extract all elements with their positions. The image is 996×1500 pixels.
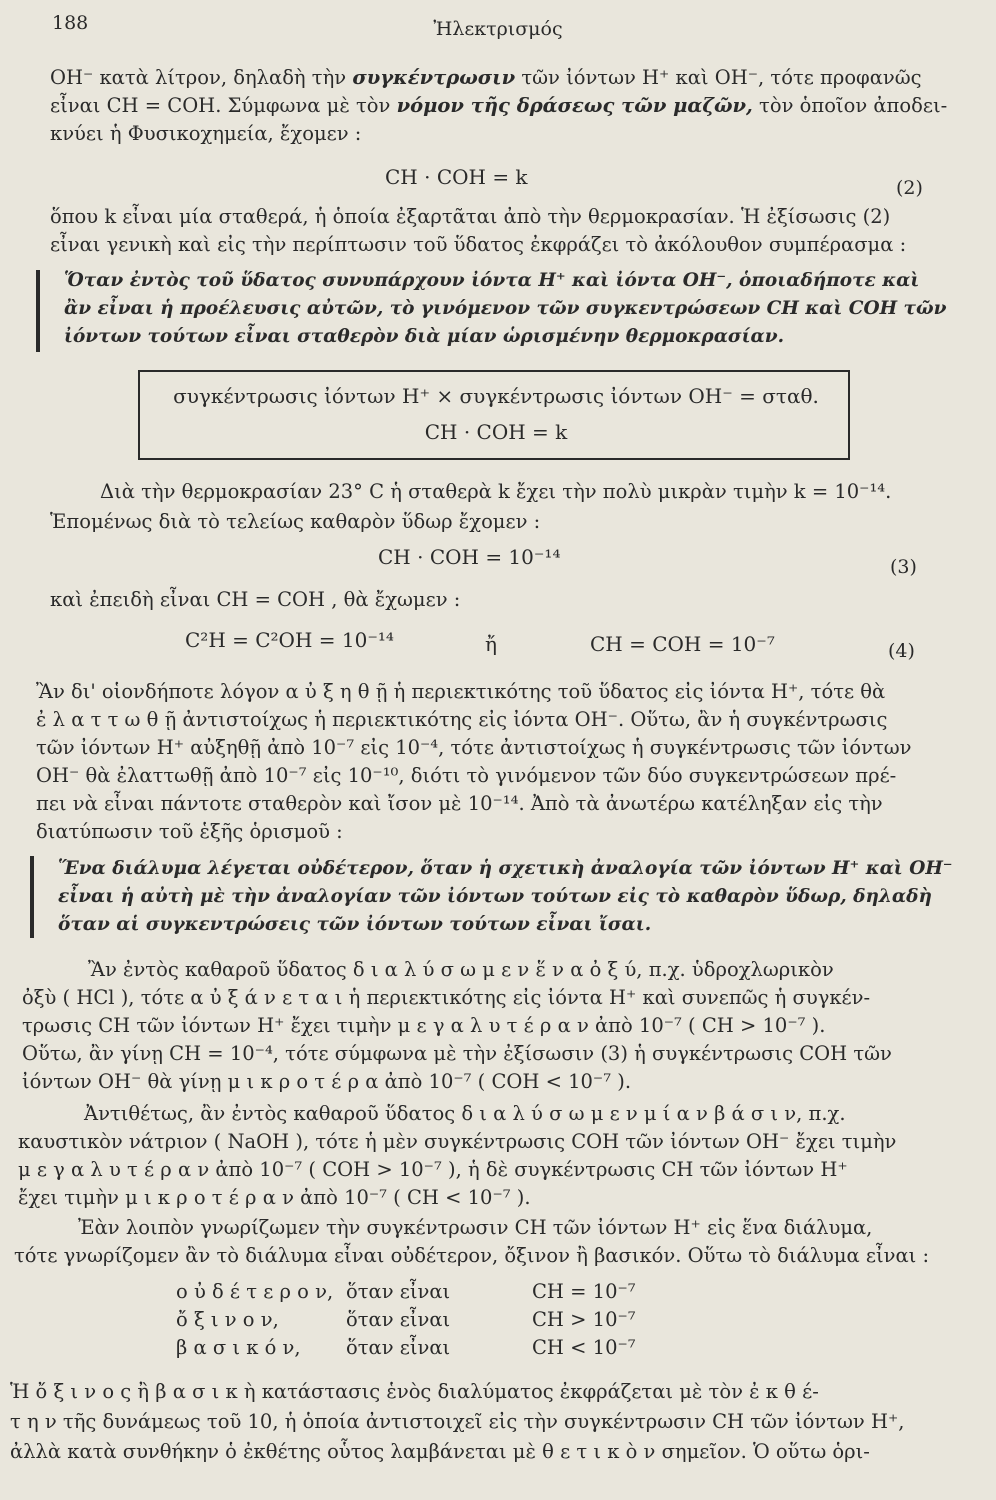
text-line: Ἀντιθέτως, ἂν ἐντὸς καθαροῦ ὕδατος δ ι α λ ύ σ ω μ ε ν μ ί α ν β ά σ ι ν, π.χ. (84, 1102, 846, 1125)
text-line: ἐ λ α τ τ ω θ ῇ ἀντιστοίχως ἡ περιεκτικότης εἰς ἰόντα OH⁻. Οὕτω, ἂν ἡ συγκέντρωσις (36, 708, 888, 731)
table-value: CH = 10⁻⁷ (532, 1280, 636, 1303)
text-line: OH⁻ κατὰ λίτρον, δηλαδὴ τὴν συγκέντρωσιν τῶν ἰόντων H⁺ καὶ OH⁻, τότε προφανῶς (50, 66, 922, 89)
formula-box (138, 370, 850, 460)
table-when: ὅταν εἶναι (346, 1280, 451, 1303)
quote-line: Ὅταν ἐντὸς τοῦ ὕδατος συνυπάρχουν ἰόντα H⁺ καὶ ἰόντα OH⁻, ὁποιαδήποτε καὶ (64, 270, 920, 291)
equation-number: (3) (890, 556, 917, 578)
quote-bar (36, 270, 40, 352)
equation-4-left: C²H = C²OH = 10⁻¹⁴ (185, 628, 394, 652)
quote-line: εἶναι ἡ αὐτὴ μὲ τὴν ἀναλογίαν τῶν ἰόντων τούτων εἰς τὸ καθαρὸν ὕδωρ, δηλαδὴ (58, 886, 932, 907)
text-line: τ η ν τῆς δυνάμεως τοῦ 10, ἡ ὁποία ἀντιστοιχεῖ εἰς τὴν συγκέντρωσιν CH τῶν ἰόντων H⁺, (10, 1410, 905, 1433)
formula-box-line: συγκέντρωσις ἰόντων H⁺ × συγκέντρωσις ἰόντων OH⁻ = σταθ. (173, 384, 819, 408)
text-line: διατύπωσιν τοῦ ἑξῆς ὁρισμοῦ : (36, 820, 343, 843)
equation-3: CH · COH = 10⁻¹⁴ (378, 545, 561, 569)
text-line: τῶν ἰόντων H⁺ αὐξηθῇ ἀπὸ 10⁻⁷ εἰς 10⁻⁴, τότε ἀντιστοίχως ἡ συγκέντρωσις τῶν ἰόντων (36, 736, 912, 759)
text-line: Οὕτω, ἂν γίνῃ CH = 10⁻⁴, τότε σύμφωνα μὲ τὴν ἐξίσωσιν (3) ἡ συγκέντρωσις COH τῶν (22, 1042, 892, 1065)
quote-line: ἂν εἶναι ἡ προέλευσις αὐτῶν, τὸ γινόμενον τῶν συγκεντρώσεων CH καὶ COH τῶν (64, 298, 947, 319)
text-line: τότε γνωρίζομεν ἂν τὸ διάλυμα εἶναι οὐδέτερον, ὄξινον ἢ βασικόν. Οὕτω τὸ διάλυμα εἶναι : (14, 1244, 930, 1267)
text-line: Ἂν ἐντὸς καθαροῦ ὕδατος δ ι α λ ύ σ ω μ ε ν ἕ ν α ὀ ξ ύ, π.χ. ὑδροχλωρικὸν (88, 958, 834, 981)
running-title: Ἠλεκτρισμός (433, 18, 563, 40)
table-value: CH < 10⁻⁷ (532, 1336, 636, 1359)
text-line: καυστικὸν νάτριον ( NaOH ), τότε ἡ μὲν συγκέντρωσις COH τῶν ἰόντων OH⁻ ἔχει τιμὴν (18, 1130, 897, 1153)
table-when: ὅταν εἶναι (346, 1308, 451, 1331)
text-line: εἶναι CH = COH. Σύμφωνα μὲ τὸν νόμον τῆς δράσεως τῶν μαζῶν, τὸν ὁποῖον ἀποδει- (50, 94, 948, 117)
equation-4-right: CH = COH = 10⁻⁷ (590, 632, 775, 656)
text-line: ὀξὺ ( HCl ), τότε α ὐ ξ ά ν ε τ α ι ἡ περιεκτικότης εἰς ἰόντα H⁺ καὶ συνεπῶς ἡ συγκέν- (22, 986, 871, 1009)
page-number: 188 (52, 12, 89, 34)
table-when: ὅταν εἶναι (346, 1336, 451, 1359)
text-line: κνύει ἡ Φυσικοχημεία, ἔχομεν : (50, 122, 362, 145)
text-line: Διὰ τὴν θερμοκρασίαν 23° C ἡ σταθερὰ k ἔχει τὴν πολὺ μικρὰν τιμὴν k = 10⁻¹⁴. (100, 480, 892, 503)
equation-4-or: ἤ (485, 632, 497, 656)
text-line: ἔχει τιμὴν μ ι κ ρ ο τ έ ρ α ν ἀπὸ 10⁻⁷ ( CH < 10⁻⁷ ). (18, 1186, 531, 1209)
text-line: Ἡ ὄ ξ ι ν ο ς ἢ β α σ ι κ ὴ κατάστασις ἑνὸς διαλύματος ἐκφράζεται μὲ τὸν ἐ κ θ έ- (10, 1380, 819, 1403)
text-line: Ἂν δι' οἱονδήποτε λόγον α ὐ ξ η θ ῇ ἡ περιεκτικότης τοῦ ὕδατος εἰς ἰόντα H⁺, τότε θὰ (36, 680, 886, 703)
text-line: τρωσις CH τῶν ἰόντων H⁺ ἔχει τιμὴν μ ε γ α λ υ τ έ ρ α ν ἀπὸ 10⁻⁷ ( CH > 10⁻⁷ ). (22, 1014, 826, 1037)
formula-box-line: CH · COH = k (424, 420, 568, 444)
text-line: ἀλλὰ κατὰ συνθήκην ὁ ἐκθέτης οὗτος λαμβάνεται μὲ θ ε τ ι κ ὸ ν σημεῖον. Ὁ οὕτω ὁρι- (10, 1440, 870, 1463)
text-line: καὶ ἐπειδὴ εἶναι CH = COH , θὰ ἔχωμεν : (50, 588, 461, 611)
equation-number: (2) (896, 177, 923, 199)
table-kind: ο ὐ δ έ τ ε ρ ο ν, (176, 1280, 334, 1303)
equation-2: CH · COH = k (385, 165, 528, 189)
text-line: εἶναι γενικὴ καὶ εἰς τὴν περίπτωσιν τοῦ ὕδατος ἐκφράζει τὸ ἀκόλουθον συμπέρασμα : (50, 233, 907, 256)
quote-bar (30, 856, 34, 938)
quote-line: ὅταν αἱ συγκεντρώσεις τῶν ἰόντων τούτων εἶναι ἴσαι. (58, 914, 652, 935)
text-line: πει νὰ εἶναι πάντοτε σταθερὸν καὶ ἴσον μὲ 10⁻¹⁴. Ἀπὸ τὰ ἀνωτέρω κατέληξαν εἰς τὴν (36, 792, 883, 815)
quote-line: ἰόντων τούτων εἶναι σταθερὸν διὰ μίαν ὡρισμένην θερμοκρασίαν. (64, 326, 785, 347)
text-line: OH⁻ θὰ ἐλαττωθῇ ἀπὸ 10⁻⁷ εἰς 10⁻¹⁰, διότι τὸ γινόμενον τῶν δύο συγκεντρώσεων πρέ- (36, 764, 897, 787)
table-kind: ὄ ξ ι ν ο ν, (176, 1308, 279, 1331)
text-line: ὅπου k εἶναι μία σταθερά, ἡ ὁποία ἐξαρτᾶται ἀπὸ τὴν θερμοκρασίαν. Ἡ ἐξίσωσις (2) (50, 205, 891, 228)
text-line: μ ε γ α λ υ τ έ ρ α ν ἀπὸ 10⁻⁷ ( COH > 10⁻⁷ ), ἡ δὲ συγκέντρωσις CH τῶν ἰόντων H⁺ (18, 1158, 848, 1181)
text-line: Ἑπομένως διὰ τὸ τελείως καθαρὸν ὕδωρ ἔχομεν : (50, 510, 541, 533)
equation-number: (4) (888, 640, 915, 662)
table-kind: β α σ ι κ ό ν, (176, 1336, 301, 1359)
table-value: CH > 10⁻⁷ (532, 1308, 636, 1331)
text-line: ἰόντων OH⁻ θὰ γίνῃ μ ι κ ρ ο τ έ ρ α ἀπὸ 10⁻⁷ ( COH < 10⁻⁷ ). (22, 1070, 632, 1093)
text-line: Ἐὰν λοιπὸν γνωρίζωμεν τὴν συγκέντρωσιν CH τῶν ἰόντων H⁺ εἰς ἕνα διάλυμα, (78, 1216, 873, 1239)
quote-line: Ἕνα διάλυμα λέγεται οὐδέτερον, ὅταν ἡ σχετικὴ ἀναλογία τῶν ἰόντων H⁺ καὶ OH⁻ (58, 858, 953, 879)
